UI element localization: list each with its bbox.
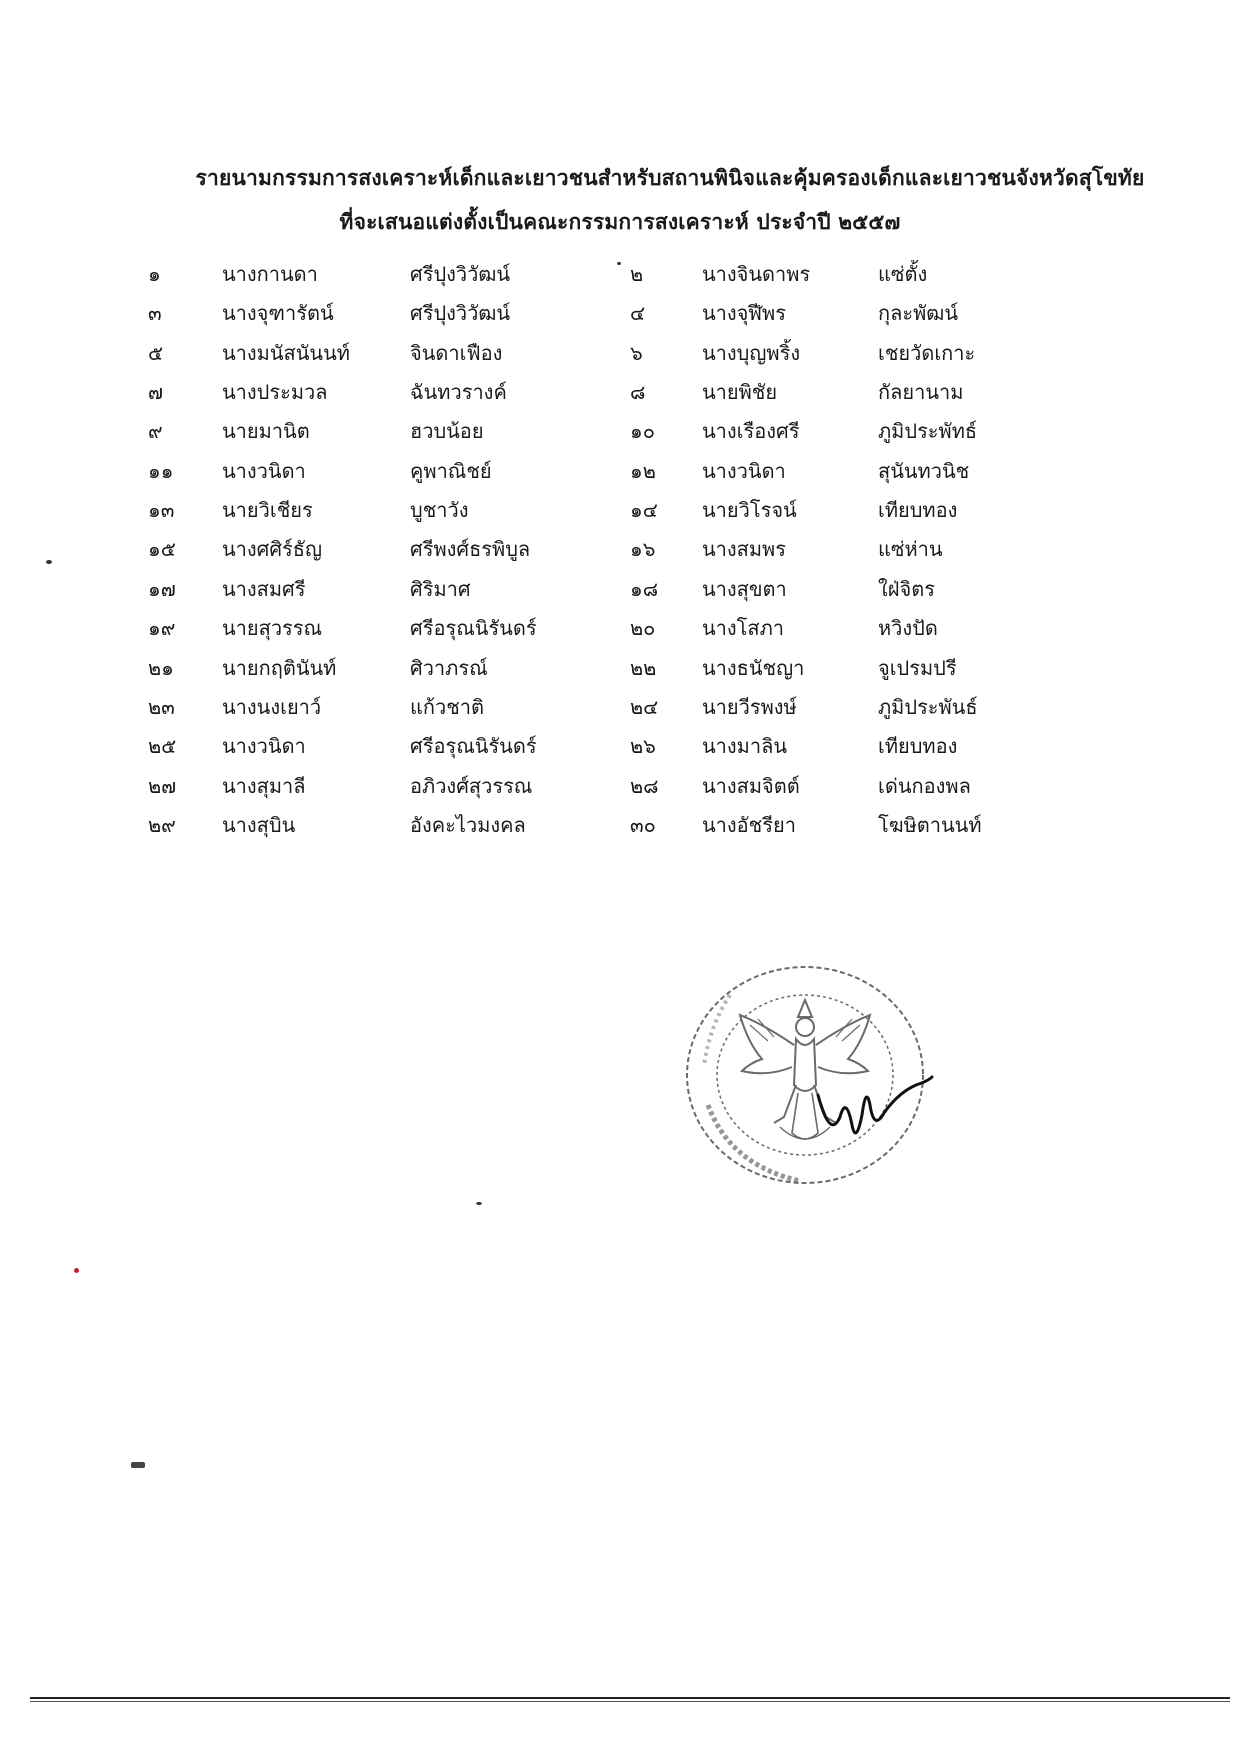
member-first-name: นางโสภา <box>702 616 785 641</box>
member-number: ๖ <box>630 340 643 365</box>
member-number: ๘ <box>630 380 646 405</box>
member-number: ๒๕ <box>148 734 177 759</box>
member-last-name: ศรีปุงวิวัฒน์ <box>410 262 511 286</box>
member-first-name: นางธนัชญา <box>702 655 805 680</box>
member-number: ๒๓ <box>148 694 175 719</box>
member-number: ๗ <box>148 380 164 405</box>
member-number: ๓๐ <box>630 812 656 837</box>
member-first-name: นายวิโรจน์ <box>702 498 797 523</box>
list-item <box>0 531 1240 567</box>
member-last-name: บูชาวัง <box>410 498 469 523</box>
member-first-name: นางนงเยาว์ <box>222 694 322 719</box>
member-number: ๑๓ <box>148 498 175 523</box>
list-item <box>0 492 1240 528</box>
scan-speck <box>46 560 52 564</box>
member-last-name: ฉันทวรางค์ <box>410 380 507 405</box>
member-number: ๓ <box>148 301 162 326</box>
list-item <box>0 335 1240 371</box>
member-first-name: นางสุบิน <box>222 812 296 837</box>
list-item <box>0 610 1240 646</box>
scan-speck <box>131 1462 145 1468</box>
member-last-name: ศิวาภรณ์ <box>410 655 488 680</box>
scan-speck <box>74 1268 79 1273</box>
member-number: ๑ <box>148 262 161 286</box>
member-last-name: ใฝ่จิตร <box>878 576 935 601</box>
member-number: ๒๐ <box>630 616 656 641</box>
member-first-name: นายวีรพงษ์ <box>702 694 797 719</box>
list-item <box>0 807 1240 843</box>
list-item <box>0 295 1240 331</box>
member-first-name: นางมาลิน <box>702 734 788 759</box>
member-first-name: นายมานิต <box>222 419 310 444</box>
member-last-name: แก้วชาติ <box>410 694 485 719</box>
member-number: ๒๖ <box>630 734 656 759</box>
member-last-name: กัลยานาม <box>878 380 964 405</box>
member-first-name: นางสมพร <box>702 537 786 562</box>
document-title: รายนามกรรมการสงเคราะห์เด็กและเยาวชนสำหรับสถานพินิจและคุ้มครองเด็กและเยาวชนจังหวัดสุโขทัย <box>195 166 1145 190</box>
member-last-name: โฆษิตานนท์ <box>878 812 982 837</box>
list-item <box>0 728 1240 764</box>
member-first-name: นางสุขตา <box>702 576 787 601</box>
signature-icon <box>818 1077 932 1133</box>
member-first-name: นางสมศรี <box>222 576 306 601</box>
member-first-name: นางจินดาพร <box>702 262 811 286</box>
scan-speck <box>617 262 621 265</box>
member-last-name: เทียบทอง <box>878 498 958 523</box>
member-last-name: จินดาเฟือง <box>410 340 503 365</box>
member-last-name: สุนันทวนิช <box>878 458 970 483</box>
member-last-name: กุละพัฒน์ <box>878 301 959 326</box>
member-last-name: เด่นกองพล <box>878 773 971 798</box>
member-last-name: ศรีปุงวิวัฒน์ <box>410 301 511 326</box>
list-item <box>0 413 1240 449</box>
member-first-name: นางศศิร์ธัญ <box>222 537 323 562</box>
member-number: ๔ <box>630 301 646 326</box>
member-first-name: นายสุวรรณ <box>222 616 323 641</box>
member-first-name: นางวนิดา <box>222 734 306 759</box>
member-first-name: นางสุมาลี <box>222 773 306 798</box>
member-number: ๑๘ <box>630 576 659 601</box>
member-last-name: ภูมิประพันธ์ <box>878 694 978 719</box>
garuda-seal-icon <box>670 955 940 1205</box>
member-last-name: แซ่ตั้ง <box>878 262 928 286</box>
member-last-name: คูพาณิชย์ <box>410 458 492 483</box>
list-item <box>0 571 1240 607</box>
member-number: ๑๖ <box>630 537 656 562</box>
member-first-name: นายวิเชียร <box>222 498 313 523</box>
document-subtitle: ที่จะเสนอแต่งตั้งเป็นคณะกรรมการสงเคราะห์ ประจำปี ๒๕๕๗ <box>339 210 901 234</box>
member-first-name: นายพิชัย <box>702 380 778 405</box>
member-first-name: นางสมจิตต์ <box>702 773 800 798</box>
member-first-name: นางบุญพริ้ง <box>702 340 801 365</box>
member-number: ๒๔ <box>630 694 659 719</box>
member-last-name: เชยวัดเกาะ <box>878 340 976 365</box>
member-number: ๑๑ <box>148 458 174 483</box>
member-number: ๒ <box>630 262 644 286</box>
member-number: ๒๙ <box>148 812 176 837</box>
list-item <box>0 650 1240 686</box>
member-last-name: เทียบทอง <box>878 734 958 759</box>
member-number: ๑๕ <box>148 537 176 562</box>
member-first-name: นางวนิดา <box>222 458 306 483</box>
member-last-name: ศรีอรุณนิรันดร์ <box>410 734 537 759</box>
member-number: ๒๑ <box>148 655 174 680</box>
member-number: ๒๒ <box>630 655 657 680</box>
member-number: ๒๘ <box>630 773 659 798</box>
member-number: ๑๔ <box>630 498 658 523</box>
member-last-name: อภิวงศ์สุวรรณ <box>410 773 533 798</box>
member-last-name: ศิริมาศ <box>410 576 471 601</box>
member-number: ๑๒ <box>630 458 656 483</box>
member-first-name: นางจุฑารัตน์ <box>222 301 334 326</box>
member-first-name: นายกฤตินันท์ <box>222 655 337 680</box>
list-item <box>0 689 1240 725</box>
scan-speck <box>476 1202 482 1205</box>
member-last-name: อังคะไวมงคล <box>410 812 526 837</box>
member-number: ๙ <box>148 419 163 444</box>
member-last-name: ศรีพงศ์ธรพิบูล <box>410 537 531 562</box>
member-last-name: ฮวบน้อย <box>410 419 484 444</box>
member-number: ๕ <box>148 340 164 365</box>
member-last-name: ภูมิประพัทธ์ <box>878 419 978 444</box>
member-first-name: นางมนัสนันนท์ <box>222 340 350 365</box>
member-first-name: นางกานดา <box>222 262 318 286</box>
member-number: ๑๗ <box>148 576 176 601</box>
member-number: ๒๗ <box>148 773 177 798</box>
list-item <box>0 453 1240 489</box>
footer-rule <box>30 1697 1230 1702</box>
member-first-name: นางประมวล <box>222 380 328 405</box>
list-item <box>0 374 1240 410</box>
member-last-name: จูเปรมปรี <box>878 655 957 680</box>
member-number: ๑๐ <box>630 419 655 444</box>
member-first-name: นางเรืองศรี <box>702 419 800 444</box>
member-number: ๑๙ <box>148 616 176 641</box>
member-first-name: นางอัชรียา <box>702 812 796 837</box>
member-first-name: นางวนิดา <box>702 458 786 483</box>
member-last-name: ศรีอรุณนิรันดร์ <box>410 616 537 641</box>
member-last-name: แซ่ห่าน <box>878 537 943 562</box>
member-last-name: หวิงปัด <box>878 616 938 641</box>
member-first-name: นางจุฬีพร <box>702 301 786 326</box>
list-item <box>0 768 1240 804</box>
